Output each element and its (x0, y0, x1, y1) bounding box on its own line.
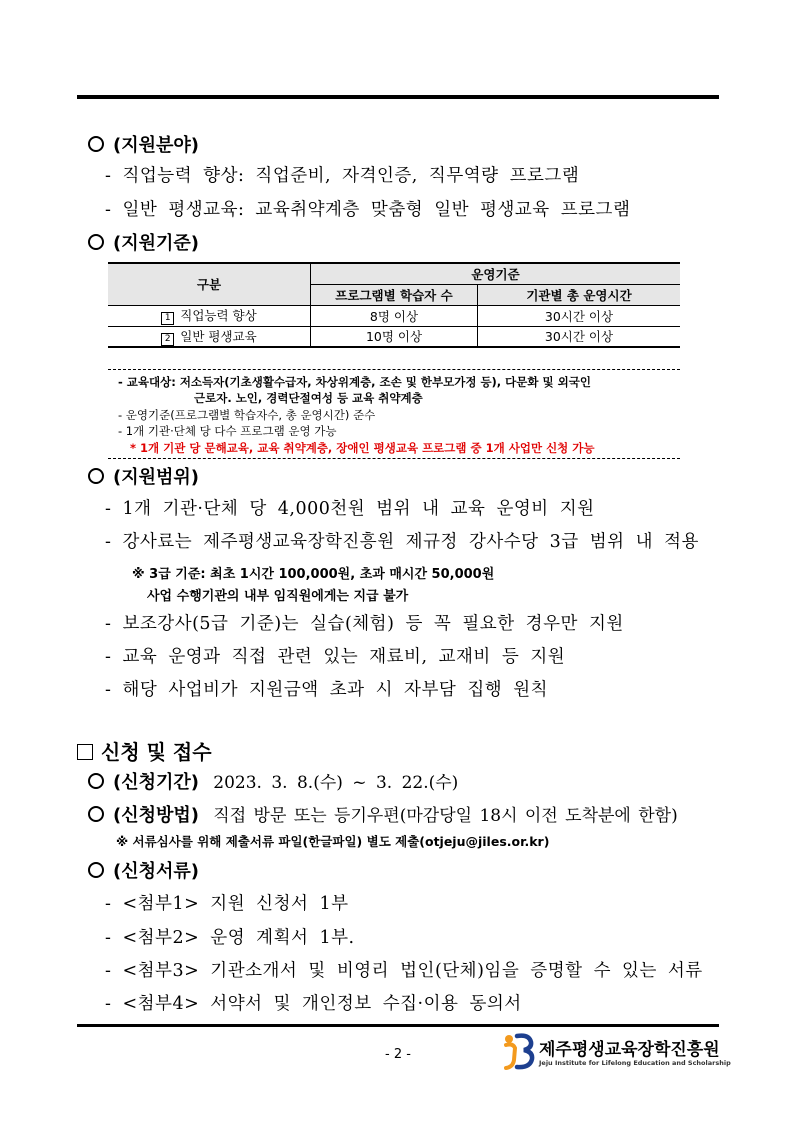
doc-item-2: - <첨부2> 운영 계획서 1부. (105, 928, 355, 948)
col-group-header: 운영기준 (311, 263, 681, 284)
doc-item-1: - <첨부1> 지원 신청서 1부 (105, 894, 349, 914)
method-note: ※ 서류심사를 위해 제출서류 파일(한글파일) 별도 제출(otjeju@jiles.or.kr) (116, 834, 550, 849)
col-learners-header: 프로그램별 학습자 수 (311, 284, 478, 305)
square-bullet-icon (77, 744, 93, 760)
scope-item-4: - 교육 운영과 직접 관련 있는 재료비, 교재비 등 지원 (105, 647, 566, 667)
circle-bullet-icon (88, 806, 104, 822)
criteria-notes-box (108, 369, 680, 459)
learners-cell: 8명 이상 (311, 305, 478, 326)
application-method: (신청방법) 직접 방문 또는 등기우편(마감당일 18시 이전 도착분에 한함) (88, 801, 678, 827)
circle-bullet-icon (88, 136, 104, 152)
jiles-logo-icon (503, 1032, 535, 1070)
support-field-item-1: - 직업능력 향상: 직업준비, 자격인증, 직무역량 프로그램 (105, 166, 580, 186)
scope-note-2: 사업 수행기관의 내부 임직원에게는 지급 불가 (147, 589, 409, 604)
standard-note: - 운영기준(프로그램별 학습자수, 총 운영시간) 준수 (118, 408, 376, 422)
scope-item-5: - 해당 사업비가 지원금액 초과 시 자부담 집행 원칙 (105, 680, 549, 700)
org-name-en: Jeju Institute for Lifelong Education and Scholarship (539, 1059, 731, 1067)
table-row (108, 326, 680, 347)
target-note-line-2: 근로자. 노인, 경력단절여성 등 교육 취약계층 (194, 391, 423, 405)
bottom-rule (77, 1024, 719, 1027)
learners-cell: 10명 이상 (311, 326, 478, 347)
application-heading: 신청 및 접수 (77, 736, 212, 765)
support-field-item-2: - 일반 평생교육: 교육취약계층 맞춤형 일반 평생교육 프로그램 (105, 200, 631, 220)
category-cell: 1 직업능력 향상 (108, 305, 311, 326)
org-name: 제주평생교육장학진흥원 (539, 1040, 720, 1060)
circle-bullet-icon (88, 862, 104, 878)
doc-item-4: - <첨부4> 서약서 및 개인정보 수집·이용 동의서 (105, 994, 522, 1014)
doc-item-3: - <첨부3> 기관소개서 및 비영리 법인(단체)임을 증명할 수 있는 서류 (105, 961, 703, 981)
support-criteria-heading: (지원기준) (88, 229, 199, 255)
hours-cell: 30시간 이상 (478, 326, 681, 347)
support-scope-heading: (지원범위) (88, 463, 199, 489)
top-rule (77, 95, 719, 99)
page-number: - 2 - (385, 1047, 411, 1062)
org-logo (503, 1032, 731, 1072)
col-category-header: 구분 (108, 263, 311, 305)
number-box: 1 (161, 312, 174, 325)
table-row (108, 305, 680, 326)
application-docs-heading: (신청서류) (88, 857, 199, 883)
circle-bullet-icon (88, 234, 104, 250)
period-value: 2023. 3. 8.(수) ~ 3. 22.(수) (213, 773, 459, 793)
scope-item-2: - 강사료는 제주평생교육장학진흥원 제규정 강사수당 3급 범위 내 적용 (105, 532, 699, 552)
category-cell: 2 일반 평생교육 (108, 326, 311, 347)
criteria-table (108, 262, 680, 348)
circle-bullet-icon (88, 468, 104, 484)
scope-item-1: - 1개 기관·단체 당 4,000천원 범위 내 교육 운영비 지원 (105, 499, 595, 519)
circle-bullet-icon (88, 773, 104, 789)
scope-item-3: - 보조강사(5급 기준)는 실습(체험) 등 꼭 필요한 경우만 지원 (105, 614, 624, 634)
multi-program-note: - 1개 기관·단체 당 다수 프로그램 운영 가능 (118, 424, 337, 438)
application-period: (신청기간) 2023. 3. 8.(수) ~ 3. 22.(수) (88, 768, 458, 794)
hours-cell: 30시간 이상 (478, 305, 681, 326)
support-field-heading: (지원분야) (88, 131, 199, 157)
scope-note-1: ※ 3급 기준: 최초 1시간 100,000원, 초과 매시간 50,000원 (132, 567, 495, 582)
warning-note: * 1개 기관 당 문해교육, 교육 취약계층, 장애인 평생교육 프로그램 중 1개 사업만 신청 가능 (130, 441, 595, 455)
number-box: 2 (161, 333, 174, 346)
target-note-line-1: - 교육대상: 저소득자(기초생활수급자, 차상위계층, 조손 및 한부모가정 등), 다문화 및 외국인 (118, 375, 591, 389)
col-hours-header: 기관별 총 운영시간 (478, 284, 681, 305)
method-value: 직접 방문 또는 등기우편(마감당일 18시 이전 도착분에 한함) (213, 806, 678, 826)
